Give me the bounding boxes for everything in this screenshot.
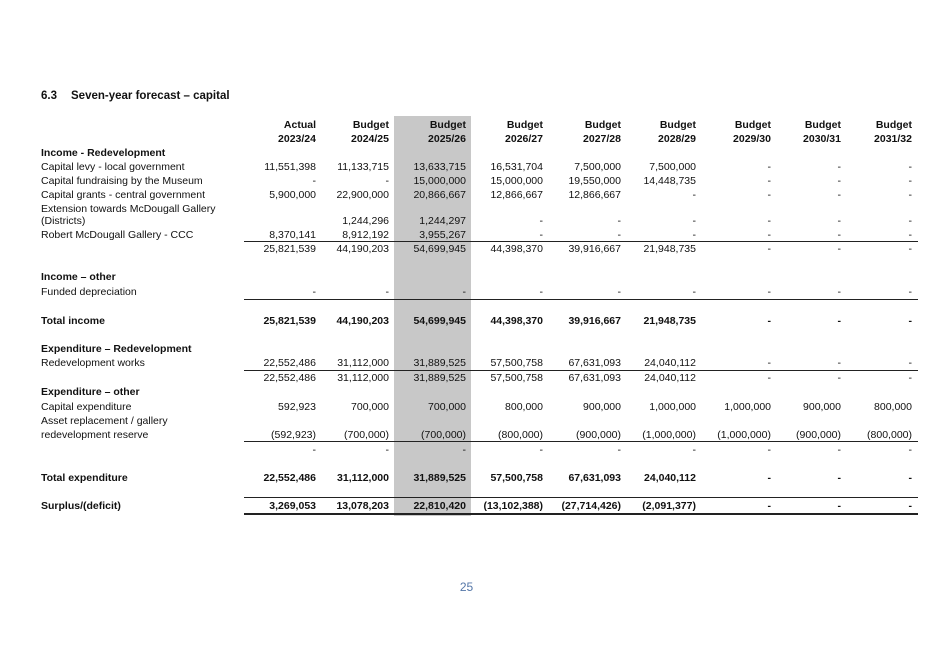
table-cell: - <box>617 229 621 241</box>
table-cell: 12,866,667 <box>568 189 621 201</box>
table-cell: - <box>837 175 841 187</box>
table-cell: - <box>837 372 841 384</box>
table-cell: - <box>837 500 841 512</box>
table-cell: 25,821,539 <box>263 315 316 327</box>
subtotal-rule <box>244 441 918 442</box>
table-cell: (27,714,426) <box>561 500 621 512</box>
table-cell: - <box>908 372 912 384</box>
table-cell: - <box>462 444 466 456</box>
table-cell: - <box>908 175 912 187</box>
table-cell: 22,552,486 <box>263 372 316 384</box>
table-cell: - <box>908 286 912 298</box>
table-row <box>0 428 933 442</box>
table-cell: 7,500,000 <box>649 161 696 173</box>
table-cell: 57,500,758 <box>490 372 543 384</box>
table-cell: 22,810,420 <box>413 500 466 512</box>
column-kind-header: Budget <box>659 119 696 131</box>
table-cell: (1,000,000) <box>717 429 771 441</box>
table-cell: - <box>692 215 696 227</box>
table-cell: - <box>908 472 912 484</box>
table-cell: - <box>908 161 912 173</box>
table-row <box>0 499 933 513</box>
table-cell: (900,000) <box>576 429 621 441</box>
row-label: Capital fundraising by the Museum <box>41 175 203 187</box>
table-row <box>0 228 933 242</box>
table-cell: - <box>767 175 771 187</box>
subtotal-rule <box>244 370 918 371</box>
table-cell: (700,000) <box>421 429 466 441</box>
table-cell: 31,112,000 <box>337 372 389 384</box>
table-row <box>0 270 933 284</box>
table-cell: - <box>837 315 841 327</box>
table-cell: 1,244,296 <box>342 215 389 227</box>
table-cell: 31,889,525 <box>413 372 466 384</box>
table-cell: - <box>837 189 841 201</box>
table-cell: - <box>837 286 841 298</box>
table-cell: 8,912,192 <box>342 229 389 241</box>
row-label: Robert McDougall Gallery - CCC <box>41 229 194 241</box>
table-cell: - <box>767 472 771 484</box>
table-cell: 1,000,000 <box>724 401 771 413</box>
table-cell: - <box>767 286 771 298</box>
subtotal-rule <box>244 299 918 300</box>
table-cell: - <box>692 286 696 298</box>
table-cell: 900,000 <box>583 401 621 413</box>
table-cell: 21,948,735 <box>643 243 696 255</box>
column-kind-header: Budget <box>352 119 389 131</box>
column-kind-header: Budget <box>734 119 771 131</box>
table-cell: 3,269,053 <box>269 500 316 512</box>
table-cell: - <box>837 229 841 241</box>
table-cell: 57,500,758 <box>490 472 543 484</box>
section-number: 6.3 <box>41 90 57 102</box>
table-row <box>0 385 933 399</box>
table-cell: 67,631,093 <box>568 472 621 484</box>
column-year-header: 2025/26 <box>428 133 466 145</box>
column-year-header: 2026/27 <box>505 133 543 145</box>
table-cell: 67,631,093 <box>568 357 621 369</box>
table-cell: - <box>539 215 543 227</box>
table-row <box>0 342 933 356</box>
table-cell: 1,000,000 <box>649 401 696 413</box>
table-cell: 11,551,398 <box>264 161 316 173</box>
table-cell: 592,923 <box>278 401 316 413</box>
table-cell: - <box>767 161 771 173</box>
table-cell: 44,190,203 <box>336 243 389 255</box>
table-cell: 11,133,715 <box>337 161 389 173</box>
column-kind-header: Budget <box>429 119 466 131</box>
column-year-header: 2030/31 <box>803 133 841 145</box>
table-cell: 700,000 <box>351 401 389 413</box>
table-cell: 22,552,486 <box>263 472 316 484</box>
table-row <box>0 314 933 328</box>
table-cell: - <box>908 315 912 327</box>
table-cell: 31,889,525 <box>413 357 466 369</box>
table-cell: 22,900,000 <box>336 189 389 201</box>
table-cell: - <box>908 444 912 456</box>
table-cell: - <box>312 175 316 187</box>
table-cell: 24,040,112 <box>644 357 696 369</box>
table-cell: - <box>385 286 389 298</box>
table-cell: - <box>539 444 543 456</box>
table-cell: - <box>908 189 912 201</box>
column-kind-header: Budget <box>875 119 912 131</box>
table-cell: 8,370,141 <box>269 229 316 241</box>
table-cell: (800,000) <box>498 429 543 441</box>
table-cell: 900,000 <box>803 401 841 413</box>
table-row <box>0 443 933 457</box>
table-row <box>0 356 933 370</box>
table-cell: 800,000 <box>874 401 912 413</box>
table-cell: (700,000) <box>344 429 389 441</box>
table-row <box>0 400 933 414</box>
table-cell: - <box>767 500 771 512</box>
table-cell: - <box>539 229 543 241</box>
table-cell: - <box>767 215 771 227</box>
table-cell: (1,000,000) <box>642 429 696 441</box>
column-year-header: 2031/32 <box>874 133 912 145</box>
table-cell: - <box>312 286 316 298</box>
row-label: Funded depreciation <box>41 286 137 298</box>
table-cell: (13,102,388) <box>483 500 543 512</box>
table-cell: - <box>617 444 621 456</box>
table-cell: - <box>462 286 466 298</box>
page-number: 25 <box>459 580 474 594</box>
table-cell: - <box>837 472 841 484</box>
table-cell: 1,244,297 <box>419 215 466 227</box>
table-row <box>0 146 933 160</box>
column-year-header: 2024/25 <box>351 133 389 145</box>
table-cell: 39,916,667 <box>568 315 621 327</box>
table-cell: 31,889,525 <box>413 472 466 484</box>
table-cell: - <box>837 357 841 369</box>
table-cell: 19,550,000 <box>568 175 621 187</box>
table-cell: - <box>767 189 771 201</box>
table-cell: (800,000) <box>867 429 912 441</box>
column-kind-header: Budget <box>584 119 621 131</box>
table-cell: 20,866,667 <box>413 189 466 201</box>
column-year-header: 2027/28 <box>583 133 621 145</box>
table-cell: 31,112,000 <box>337 472 389 484</box>
table-cell: 44,398,370 <box>490 243 543 255</box>
column-year-header: 2028/29 <box>658 133 696 145</box>
row-label: Total income <box>41 315 105 327</box>
table-cell: - <box>617 215 621 227</box>
table-cell: - <box>908 500 912 512</box>
table-cell: 31,112,000 <box>337 357 389 369</box>
header-row-year <box>0 132 933 146</box>
row-label: Redevelopment works <box>41 357 145 369</box>
table-cell: 57,500,758 <box>490 357 543 369</box>
row-label: redevelopment reserve <box>41 429 149 441</box>
column-kind-header: Budget <box>506 119 543 131</box>
column-kind-header: Actual <box>283 119 316 131</box>
table-cell: 54,699,945 <box>413 243 466 255</box>
table-row <box>0 371 933 385</box>
table-cell: - <box>539 286 543 298</box>
table-cell: - <box>692 444 696 456</box>
header-row-kind <box>0 118 933 132</box>
table-cell: 39,916,667 <box>568 243 621 255</box>
table-cell: - <box>767 229 771 241</box>
table-cell: - <box>692 189 696 201</box>
table-cell: - <box>837 161 841 173</box>
row-label: Expenditure – other <box>41 386 140 398</box>
row-label: Income - Redevelopment <box>41 147 166 159</box>
row-label: Total expenditure <box>41 472 128 484</box>
table-row <box>0 285 933 299</box>
column-year-header: 2023/24 <box>278 133 316 145</box>
row-label: Asset replacement / gallery <box>41 415 168 427</box>
table-cell: - <box>908 243 912 255</box>
table-cell: (2,091,377) <box>642 500 696 512</box>
table-cell: 25,821,539 <box>263 243 316 255</box>
table-cell: 14,448,735 <box>643 175 696 187</box>
column-year-header: 2029/30 <box>733 133 771 145</box>
table-cell: (592,923) <box>271 429 316 441</box>
column-kind-header: Budget <box>804 119 841 131</box>
table-cell: - <box>312 444 316 456</box>
surplus-top-rule <box>244 497 918 498</box>
section-title-text: Seven-year forecast – capital <box>71 90 230 102</box>
table-cell: 12,866,667 <box>490 189 543 201</box>
table-cell: - <box>767 315 771 327</box>
row-label: Capital grants - central government <box>41 189 205 201</box>
table-cell: - <box>908 215 912 227</box>
table-cell: 3,955,267 <box>419 229 466 241</box>
table-cell: 24,040,112 <box>644 472 696 484</box>
table-cell: - <box>837 444 841 456</box>
table-row <box>0 188 933 202</box>
table-cell: 800,000 <box>505 401 543 413</box>
row-label: Income – other <box>41 271 116 283</box>
table-row <box>0 174 933 188</box>
table-row <box>0 471 933 485</box>
table-cell: 5,900,000 <box>269 189 316 201</box>
table-cell: 15,000,000 <box>490 175 543 187</box>
table-row <box>0 214 933 228</box>
table-cell: 700,000 <box>428 401 466 413</box>
table-cell: - <box>908 357 912 369</box>
table-cell: 54,699,945 <box>413 315 466 327</box>
table-cell: - <box>767 444 771 456</box>
table-cell: 21,948,735 <box>643 315 696 327</box>
table-cell: 67,631,093 <box>568 372 621 384</box>
table-cell: - <box>837 243 841 255</box>
table-cell: 24,040,112 <box>644 372 696 384</box>
subtotal-rule <box>244 241 918 242</box>
table-cell: (900,000) <box>796 429 841 441</box>
table-cell: 13,633,715 <box>413 161 466 173</box>
table-cell: 15,000,000 <box>413 175 466 187</box>
row-label: (Districts) <box>41 215 86 227</box>
table-row <box>0 160 933 174</box>
table-cell: - <box>767 357 771 369</box>
row-label: Capital expenditure <box>41 401 132 413</box>
table-cell: 44,398,370 <box>490 315 543 327</box>
table-cell: 7,500,000 <box>574 161 621 173</box>
row-label: Surplus/(deficit) <box>41 500 121 512</box>
table-cell: - <box>385 444 389 456</box>
row-label: Expenditure – Redevelopment <box>41 343 192 355</box>
table-cell: - <box>908 229 912 241</box>
table-cell: 16,531,704 <box>490 161 543 173</box>
row-label: Extension towards McDougall Gallery <box>41 203 216 215</box>
table-row <box>0 242 933 256</box>
table-cell: 44,190,203 <box>336 315 389 327</box>
surplus-bottom-rule <box>244 513 918 515</box>
table-cell: - <box>767 243 771 255</box>
table-cell: - <box>837 215 841 227</box>
table-cell: 13,078,203 <box>336 500 389 512</box>
table-cell: - <box>692 229 696 241</box>
row-label: Capital levy - local government <box>41 161 185 173</box>
table-cell: - <box>617 286 621 298</box>
table-cell: 22,552,486 <box>263 357 316 369</box>
table-row <box>0 414 933 428</box>
table-cell: - <box>385 175 389 187</box>
table-cell: - <box>767 372 771 384</box>
